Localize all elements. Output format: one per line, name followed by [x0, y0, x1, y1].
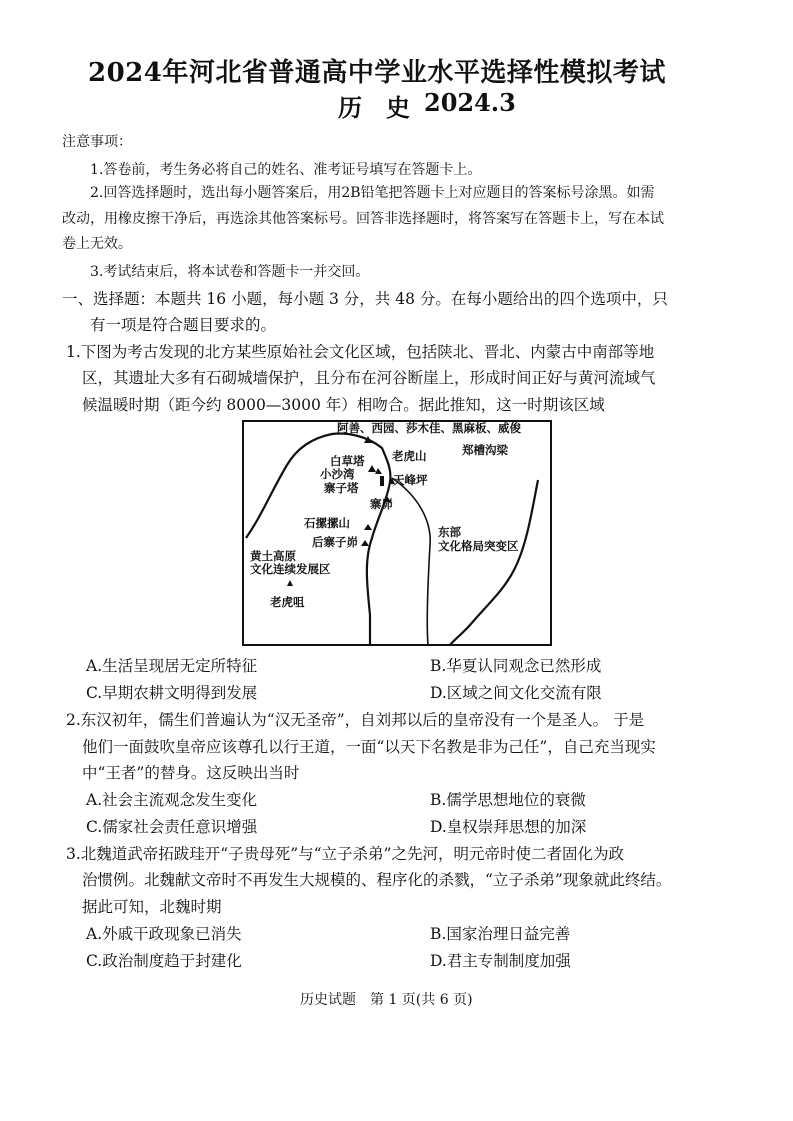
q1-line-3: 候温暖时期（距今约 8000—3000 年）相吻合。据此推知，这一时期该区域: [82, 396, 605, 414]
map-label-zhaimao: 寨峁: [370, 497, 393, 511]
map-label-top-sites: 阿善、西园、莎木佳、黑麻板、威俊: [337, 421, 521, 435]
site-marker-xiaoshawan: [380, 476, 384, 486]
q3-line-3: 据此可知，北魏时期: [82, 898, 222, 916]
map-label-tianfengping: 天峰坪: [393, 473, 428, 487]
q1-option-b[interactable]: B.华夏认同观念已然形成: [430, 657, 602, 675]
page-footer: 历史试题 第 1 页(共 6 页): [300, 992, 473, 1008]
q1-line-1: 1.下图为考古发现的北方某些原始社会文化区域，包括陕北、晋北、内蒙古中南部等地: [66, 343, 655, 361]
q3-option-c[interactable]: C.政治制度趋于封建化: [86, 952, 242, 970]
q3-option-b[interactable]: B.国家治理日益完善: [430, 925, 571, 943]
exam-date: 2024.3: [424, 88, 516, 117]
q3-option-d[interactable]: D.君主专制制度加强: [430, 952, 571, 970]
map-label-loess-1: 黄土高原: [250, 549, 296, 563]
archaeology-map: [242, 420, 552, 646]
q2-line-3: 中“王者”的替身。这反映出当时: [82, 764, 300, 782]
notice-heading: 注意事项：: [62, 134, 132, 150]
map-label-houzhaizimao: 后寨子峁: [312, 535, 358, 549]
map-label-shijutaishan: 石摞摞山: [304, 516, 350, 530]
q1-option-c[interactable]: C.早期农耕文明得到发展: [86, 684, 258, 702]
exam-title: 2024年河北省普通高中学业水平选择性模拟考试: [88, 58, 666, 88]
map-label-loess-2: 文化连续发展区: [250, 562, 331, 576]
exam-subject: 历 史: [338, 93, 410, 122]
q1-line-2: 区，其遗址大多有石砌城墙保护，且分布在河谷断崖上，形成时间正好与黄河流域气: [82, 369, 656, 387]
notice-item-2-line-3: 卷上无效。: [62, 236, 132, 252]
q2-line-1: 2.东汉初年，儒生们普遍认为“汉无圣帝”，自刘邦以后的皇帝没有一个是圣人。 于是: [66, 711, 645, 729]
map-label-xiaoshawan: 小沙湾: [320, 467, 355, 481]
map-label-laohushan: 老虎山: [392, 449, 427, 463]
q2-line-2: 他们一面鼓吹皇帝应该尊孔以行王道，一面“以天下名教是非为己任”，自己充当现实: [82, 738, 656, 756]
notice-item-2-line-2: 改动，用橡皮擦干净后，再选涂其他答案标号。回答非选择题时，将答案写在答题卡上，写在本试: [62, 211, 664, 227]
map-label-baicaota: 白草塔: [330, 454, 365, 468]
map-label-east-zone-1: 东部: [438, 525, 461, 539]
map-label-east-zone-2: 文化格局突变区: [438, 539, 519, 553]
map-label-zhengcaogouliang: 郑槽沟梁: [462, 443, 508, 457]
q1-option-d[interactable]: D.区域之间文化交流有限: [430, 684, 602, 702]
q2-option-b[interactable]: B.儒学思想地位的衰微: [430, 791, 586, 809]
q2-option-c[interactable]: C.儒家社会责任意识增强: [86, 818, 258, 836]
q2-option-a[interactable]: A.社会主流观念发生变化: [86, 791, 258, 809]
q2-option-d[interactable]: D.皇权崇拜思想的加深: [430, 818, 587, 836]
notice-item-3: 3.考试结束后，将本试卷和答题卡一并交回。: [90, 264, 370, 280]
q3-option-a[interactable]: A.外戚干政现象已消失: [86, 925, 242, 943]
q1-option-a[interactable]: A.生活呈现居无定所特征: [86, 657, 258, 675]
notice-item-1: 1.答卷前，考生务必将自己的姓名、准考证号填写在答题卡上。: [90, 162, 482, 178]
section-heading-line-2: 有一项是符合题目要求的。: [90, 316, 277, 334]
map-label-laohumao: 老虎咀: [270, 595, 305, 609]
map-label-zhaizita: 寨子塔: [324, 481, 359, 495]
q3-line-1: 3.北魏道武帝拓跋珪开“子贵母死”与“立子杀弟”之先河，明元帝时使二者固化为政: [66, 845, 624, 863]
notice-item-2-line-1: 2.回答选择题时，选出每小题答案后，用2B铅笔把答题卡上对应题目的答案标号涂黑。如需: [90, 185, 655, 201]
section-heading-line-1: 一、选择题：本题共 16 小题，每小题 3 分，共 48 分。在每小题给出的四个选项中，只: [62, 290, 668, 308]
q3-line-2: 治惯例。北魏献文帝时不再发生大规模的、程序化的杀戮，“立子杀弟”现象就此终结。: [82, 871, 672, 889]
